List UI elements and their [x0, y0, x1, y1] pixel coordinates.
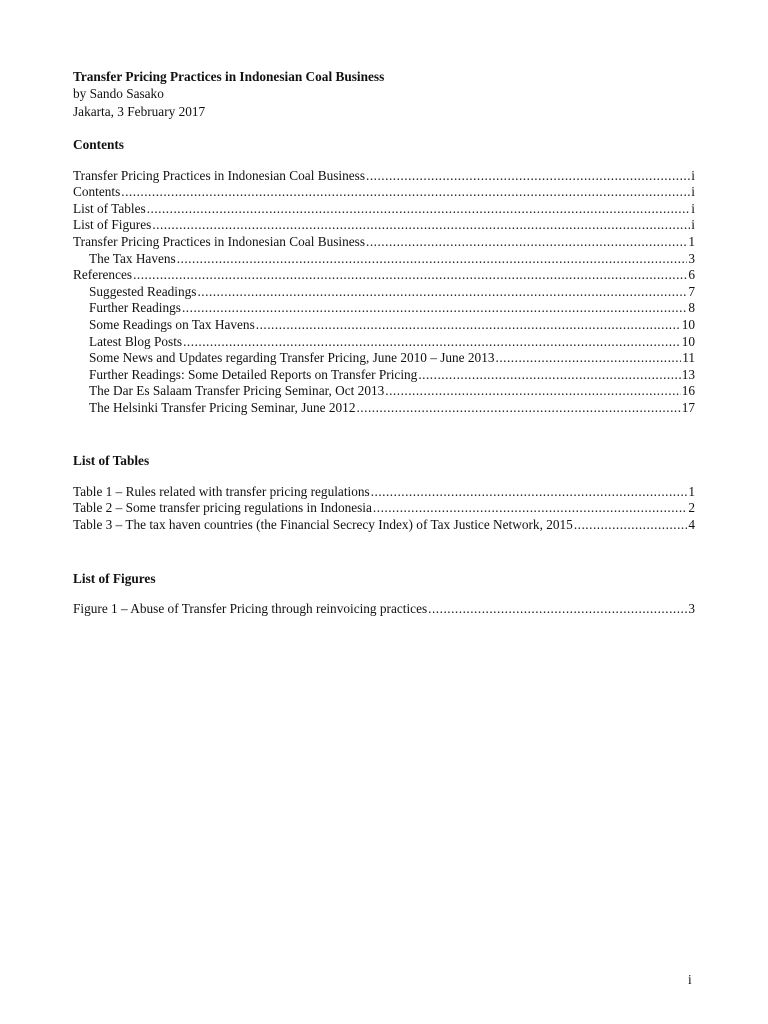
table-entry[interactable]: [73, 517, 695, 534]
toc-leader-dots: [147, 201, 691, 218]
toc-entry-page: 17: [681, 399, 695, 415]
toc-entry-page: i: [691, 217, 695, 233]
toc-entry[interactable]: [73, 184, 695, 201]
table-entry[interactable]: [73, 484, 695, 501]
toc-leader-dots: [182, 300, 687, 317]
page-number: i: [688, 972, 692, 987]
toc-entry-label: Latest Blog Posts: [89, 333, 183, 349]
list-of-tables-heading: List of Tables: [73, 453, 150, 469]
toc-leader-dots: [177, 251, 688, 268]
toc-entry-label: Further Readings: Some Detailed Reports on Transfer Pricing: [89, 366, 418, 382]
toc-entry-label: Suggested Readings: [89, 283, 197, 299]
toc-entry-page: 13: [681, 366, 695, 382]
list-of-figures-heading: List of Figures: [73, 570, 156, 586]
toc-leader-dots: [496, 350, 682, 367]
toc-entry-page: 6: [688, 267, 695, 283]
toc-entry-label: List of Figures: [73, 217, 152, 233]
toc-entry-label: Further Readings: [89, 300, 181, 316]
toc-entry[interactable]: [73, 234, 695, 251]
toc-entry-label: Transfer Pricing Practices in Indonesian Coal Business: [73, 233, 365, 249]
table-entry-page: 1: [688, 483, 695, 499]
toc-entry-page: 8: [688, 300, 695, 316]
toc-entry-page: 3: [688, 250, 695, 266]
contents-list: [73, 168, 695, 417]
document-page: [73, 68, 695, 618]
toc-subentry[interactable]: [73, 383, 695, 400]
toc-leader-dots: [256, 317, 681, 334]
table-entry-page: 2: [688, 500, 695, 516]
table-entry-label: Table 3 – The tax haven countries (the Financial Secrecy Index) of Tax Justice Network, 2015: [73, 517, 573, 533]
toc-entry-label: Transfer Pricing Practices in Indonesian Coal Business: [73, 167, 365, 183]
figure-entry-page: 3: [688, 601, 695, 617]
toc-subentry[interactable]: [73, 367, 695, 384]
table-entry[interactable]: [73, 500, 695, 517]
toc-entry-page: 7: [688, 283, 695, 299]
toc-leader-dots: [418, 367, 680, 384]
toc-entry-page: 11: [682, 350, 695, 366]
toc-entry-label: References: [73, 267, 133, 283]
list-of-figures: [73, 601, 695, 618]
table-entry-label: Table 2 – Some transfer pricing regulations in Indonesia: [73, 500, 372, 516]
toc-entry-page: 10: [681, 316, 695, 332]
figure-entry-label: Figure 1 – Abuse of Transfer Pricing through reinvoicing practices: [73, 601, 428, 617]
toc-leader-dots: [356, 400, 680, 417]
toc-subentry[interactable]: [73, 400, 695, 417]
toc-leader-dots: [366, 234, 687, 251]
document-place-date: Jakarta, 3 February 2017: [73, 103, 206, 119]
toc-entry[interactable]: [73, 168, 695, 185]
toc-subentry[interactable]: [73, 334, 695, 351]
toc-entry-page: i: [691, 200, 695, 216]
toc-entry-page: i: [691, 184, 695, 200]
toc-leader-dots: [428, 601, 687, 618]
toc-entry-page: 1: [688, 233, 695, 249]
toc-leader-dots: [373, 500, 687, 517]
toc-entry-page: 10: [681, 333, 695, 349]
toc-entry[interactable]: [73, 217, 695, 234]
document-title: Transfer Pricing Practices in Indonesian Coal Business: [73, 69, 385, 84]
toc-subentry[interactable]: [73, 350, 695, 367]
contents-heading: Contents: [73, 137, 124, 153]
figure-entry[interactable]: [73, 601, 695, 618]
toc-entry-label: List of Tables: [73, 200, 146, 216]
toc-leader-dots: [371, 484, 688, 501]
toc-leader-dots: [121, 184, 690, 201]
toc-leader-dots: [385, 383, 680, 400]
toc-entry-page: 16: [681, 383, 695, 399]
toc-entry-label: Some Readings on Tax Havens: [89, 316, 255, 332]
toc-entry-label: The Dar Es Salaam Transfer Pricing Seminar, Oct 2013: [89, 383, 385, 399]
toc-leader-dots: [152, 217, 690, 234]
toc-leader-dots: [366, 168, 690, 185]
table-entry-label: Table 1 – Rules related with transfer pricing regulations: [73, 483, 370, 499]
document-author: by Sando Sasako: [73, 86, 164, 102]
toc-entry-label: Contents: [73, 184, 121, 200]
toc-subentry[interactable]: [73, 284, 695, 301]
toc-entry[interactable]: [73, 267, 695, 284]
toc-leader-dots: [133, 267, 687, 284]
toc-leader-dots: [197, 284, 687, 301]
list-of-tables: [73, 484, 695, 534]
toc-subentry[interactable]: [73, 300, 695, 317]
toc-entry-label: The Tax Havens: [89, 250, 176, 266]
toc-leader-dots: [183, 334, 681, 351]
toc-entry[interactable]: [73, 201, 695, 218]
toc-leader-dots: [574, 517, 688, 534]
toc-subentry[interactable]: [73, 251, 695, 268]
toc-entry-page: i: [691, 167, 695, 183]
toc-entry-label: Some News and Updates regarding Transfer Pricing, June 2010 – June 2013: [89, 350, 495, 366]
toc-entry-label: The Helsinki Transfer Pricing Seminar, June 2012: [89, 399, 356, 415]
toc-subentry[interactable]: [73, 317, 695, 334]
table-entry-page: 4: [688, 517, 695, 533]
